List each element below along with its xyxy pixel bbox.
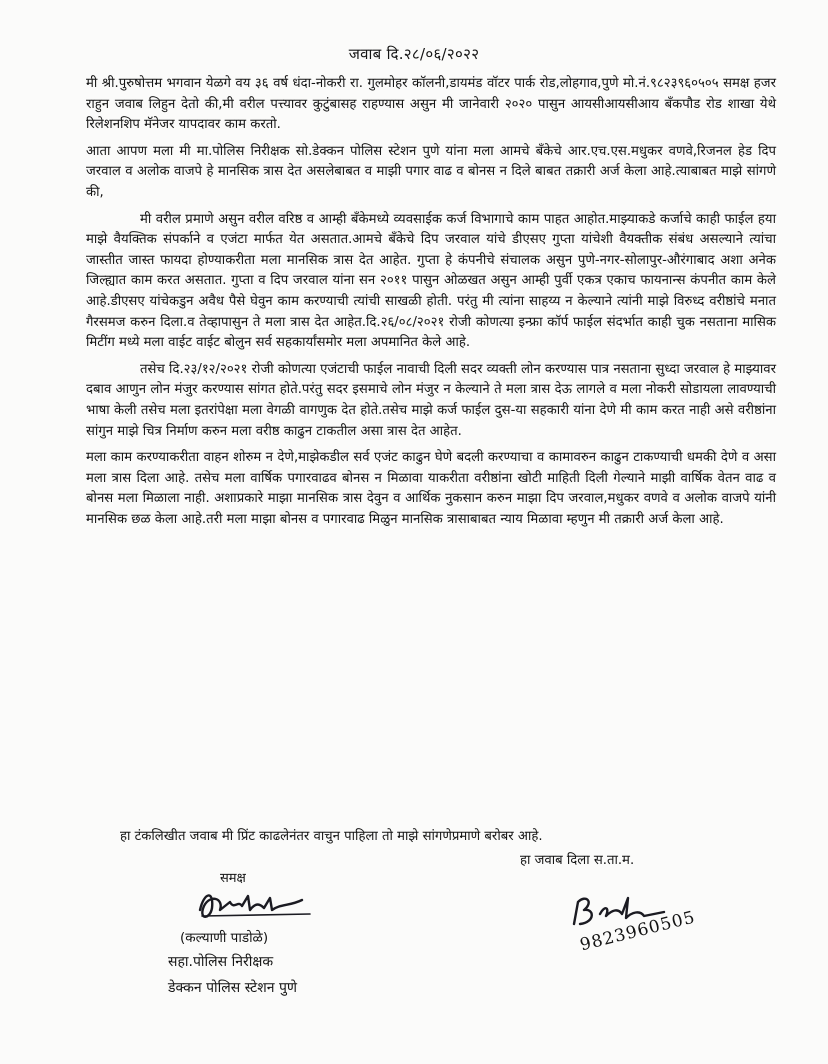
statement-title: जवाब दि.२८/०६/२०२२	[348, 45, 480, 63]
officer-name: (कल्याणी पाडोळे)	[180, 930, 269, 946]
complainant-phone: 9823960505	[578, 907, 698, 956]
complainant-signature-block	[560, 888, 740, 988]
closing-verification-line: हा टंकलिखीत जवाब मी प्रिंट काढलेनंतर वाचुन पाहिला तो माझे सांगणेप्रमाणे बरोबर आहे.	[120, 829, 543, 844]
paragraph-complaint: आता आपण मला मी मा.पोलिस निरीक्षक सो.डेक्कन पोलिस स्टेशन पुणे यांना मला आमचे बँकेचे आर.एच.एस.मधुकर वणवे,रिजनल हेड दिप जरवाल व अलोक वाजपे हे मानसिक त्रास देत असलेबाबत व माझी पगार वाढ व बोनस न दिले बाबत तक्रारी अर्ज केला आहे.त्याबाबत माझे सांगणे की,	[86, 143, 776, 200]
paragraph-harassment: मला काम करण्याकरीता वाहन शोरुम न देणे,माझेकडील सर्व एजंट काढुन घेणे बदली करण्याचा व कामावरुन काढुन टाकण्याची धमकी देणे व असा मला त्रास दिला आहे. तसेच मला वार्षिक पगारवाढव बोनस न मिळावा याकरीता वरीष्ठांना खोटी माहिती दिली गेल्याने माझी वार्षिक वेतन वाढ व बोनस मला मिळाला नाही. अशाप्रकारे माझा मानसिक त्रास देवुन व आर्थिक नुकसान करुन माझा दिप जरवाल,मधुकर वणवे व अलोक वाजपे यांनी मानसिक छळ केला आहे.तरी मला माझा बोनस व पगारवाढ मिळुन मानसिक त्रासाबाबत न्याय मिळावा म्हणुन मी तक्रारी अर्ज केला आहे.	[86, 450, 776, 527]
officer-designation: सहा.पोलिस निरीक्षक	[168, 954, 274, 970]
paragraph-intro: मी श्री.पुरुषोत्तम भगवान येळगे वय ३६ वर्ष धंदा-नोकरी रा. गुलमोहर कॉलनी,डायमंड वॉटर पार्क रोड,लोहगाव,पुणे मो.नं.९८२३९६०५०५ समक्ष हजर राहुन जवाब लिहुन देतो की,मी वरील पत्त्यावर कुटुंबासह राहण्यास असुन मी जानेवारी २०२० पासुन आयसीआयसीआय बँकपौड रोड शाखा येथे रिलेशनशिप मॅनेजर यापदावर काम करतो.	[86, 76, 776, 133]
in-presence-label: समक्ष	[220, 871, 246, 886]
closing-given-line: हा जवाब दिला स.ता.म.	[520, 853, 635, 868]
officer-station: डेक्कन पोलिस स्टेशन पुणे	[168, 980, 298, 996]
paragraph-details: मी वरील प्रमाणे असुन वरील वरिष्ठ व आम्ही बँकेमध्ये व्यवसाईक कर्ज विभागाचे काम पाहत आहोत.माझ्याकडे कर्जाचे काही फाईल हया माझे वैयक्तिक संपर्काने व एजंटा मार्फत येत असतात.आमचे बँकेचे दिप जरवाल यांचे डीएसए गुप्ता यांचेशी वैयक्तीक संबंध असल्याने त्यांचा जास्तीत जास्त फायदा होण्याकरीता मला मानसिक त्रास देत आहेत. गुप्ता हे कंपनीचे संचालक असुन पुणे-नगर-सोलापुर-औरंगाबाद अशा अनेक जिल्ह्यात काम करत असतात. गुप्ता व दिप जरवाल यांना सन २०११ पासुन ओळखत असुन आम्ही पुर्वी एकत्र एकाच फायनान्स कंपनीत काम केले आहे.डीएसए यांचेकडुन अवैध पैसे घेवुन काम करण्याची त्यांची साखळी होती. परंतु मी त्यांना साहय्य न केल्याने त्यांनी माझे विरुध्द वरीष्ठांचे मनात गैरसमज करुन दिला.व तेव्हापासुन ते मला त्रास देत आहेत.दि.२६/०८/२०२१ रोजी कोणत्या इन्फ्रा कॉर्प फाईल संदर्भात काही चुक नसताना मासिक मिटींग मध्ये मला वाईट वाईट बोलुन सर्व सहकार्यांसमोर मला अपमानित केले आहे.	[86, 211, 776, 351]
paragraph-loan-incident: तसेच दि.२३/१२/२०२१ रोजी कोणत्या एजंटाची फाईल नावाची दिली सदर व्यक्ती लोन करण्यास पात्र नसताना सुध्दा जरवाल हे माझ्यावर दबाव आणुन लोन मंजुर करण्यास सांगत होते.परंतु सदर इसमाचे लोन मंजुर न केल्याने ते मला त्रास देऊ लागले व मला नोकरी सोडायला लावण्याची भाषा केली तसेच मला इतरांपेक्षा मला वेगळी वागणुक देत होते.तसेच माझे कर्ज फाईल दुस-या सहकारी यांना देणे मी काम करत नाही असे वरीष्ठांना सांगुन माझे चित्र निर्माण करुन मला वरीष्ठ काढुन टाकतील असा त्रास देत आहेत.	[86, 361, 776, 439]
officer-signature-image	[190, 880, 340, 930]
statement-body	[86, 74, 776, 536]
